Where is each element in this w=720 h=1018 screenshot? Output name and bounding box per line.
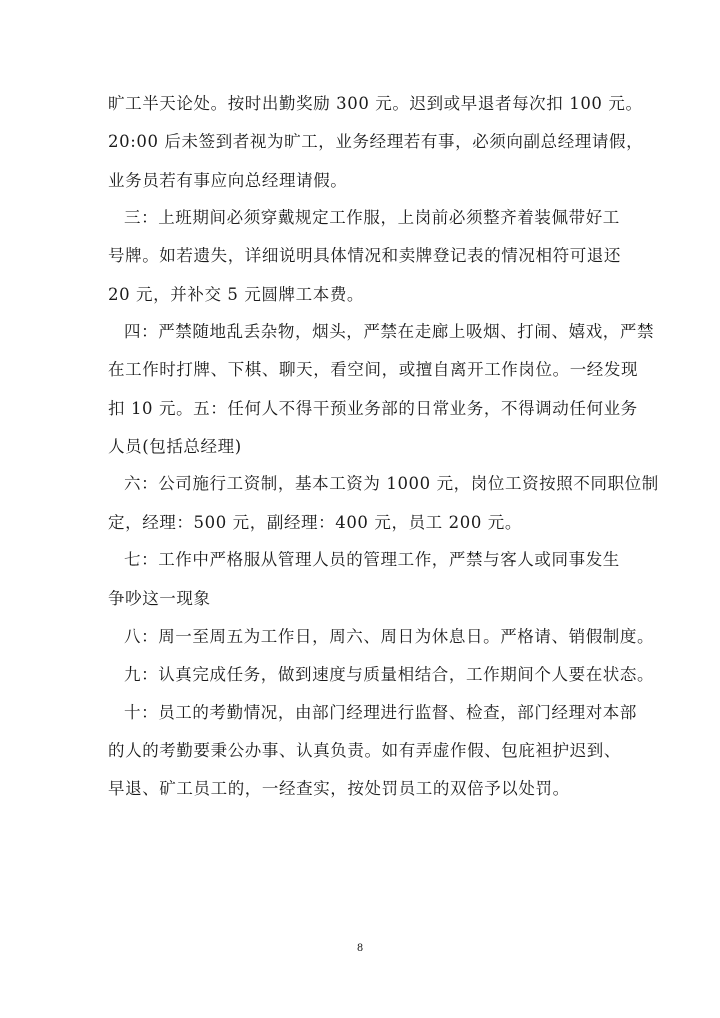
text-line: 人员(包括总经理) — [108, 437, 242, 456]
text-line: 旷工半天论处。按时出勤奖励 300 元。迟到或早退者每次扣 100 元。 — [108, 94, 643, 113]
page-number: 8 — [356, 943, 364, 954]
text-line: 三：上班期间必须穿戴规定工作服，上岗前必须整齐着装佩带好工 — [124, 208, 620, 227]
text-line: 业务员若有事应向总经理请假。 — [108, 171, 348, 190]
text-line: 四：严禁随地乱丢杂物，烟头，严禁在走廊上吸烟、打闹、嬉戏，严禁 — [124, 322, 655, 341]
text-line: 在工作时打牌、下棋、聊天，看空间，或擅自离开工作岗位。一经发现 — [108, 360, 639, 379]
text-line: 号牌。如若遗失，详细说明具体情况和卖牌登记表的情况相符可退还 — [108, 246, 621, 265]
text-line: 早退、矿工员工的，一经查实，按处罚员工的双倍予以处罚。 — [108, 779, 570, 798]
text-line: 20 元，并补交 5 元圆牌工本费。 — [108, 285, 365, 304]
text-line: 九：认真完成任务，做到速度与质量相结合，工作期间个人要在状态。 — [124, 665, 655, 684]
text-line: 扣 10 元。五：任何人不得干预业务部的日常业务，不得调动任何业务 — [108, 399, 638, 418]
text-line: 八：周一至周五为工作日，周六、周日为休息日。严格请、销假制度。 — [124, 627, 655, 646]
text-line: 定，经理：500 元，副经理：400 元，员工 200 元。 — [108, 513, 522, 532]
text-line: 六：公司施行工资制，基本工资为 1000 元，岗位工资按照不同职位制 — [124, 474, 659, 493]
text-line: 十：员工的考勤情况，由部门经理进行监督、检查，部门经理对本部 — [124, 703, 637, 722]
text-line: 20:00 后未签到者视为旷工，业务经理若有事，必须向副总经理请假， — [108, 132, 644, 151]
text-line: 争吵这一现象 — [108, 589, 211, 608]
text-line: 七：工作中严格服从管理人员的管理工作，严禁与客人或同事发生 — [124, 550, 620, 569]
text-line: 的人的考勤要秉公办事、认真负责。如有弄虚作假、包庇袒护迟到、 — [108, 741, 621, 760]
